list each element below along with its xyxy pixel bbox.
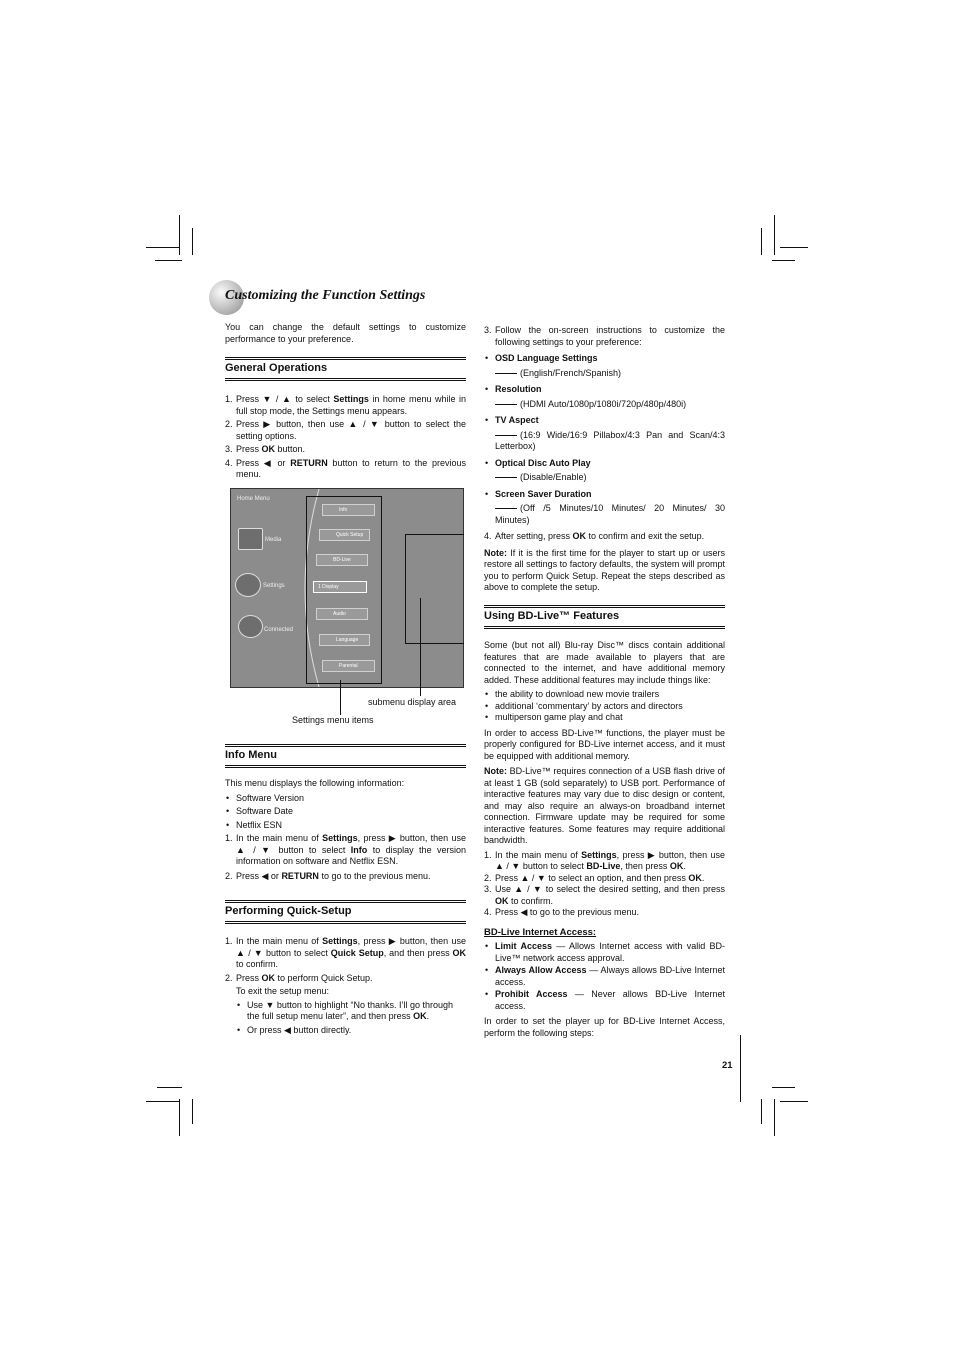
general-step-1: 1. Press ▼ / ▲ to select Settings in home menu while in full stop mode, the Settings menu appears. [225, 394, 466, 416]
quick-setup-note: Note: If it is the first time for the player to start up or users restore all settings to factory defaults, the system will prompt you to perform Quick Setup. Repeat the steps described as above to complete the setup. [484, 547, 725, 592]
quick-step-2: 2. Press OK to perform Quick Setup. [225, 972, 373, 983]
menu-item-bd-live: BD-Live [316, 554, 368, 566]
media-label: Media [265, 537, 282, 543]
setting-screen-saver: • Screen Saver Duration [484, 489, 725, 501]
general-step-2: 2. Press ▶ button, then use ▲ / ▼ button to select the setting options. [225, 419, 466, 441]
submenu-area-box [405, 534, 464, 644]
connected-label: Connected [264, 627, 294, 633]
general-step-4: 4. Press ◀ or RETURN button to return to the previous menu. [225, 457, 467, 479]
submenu-callout-label: submenu display area [368, 697, 457, 707]
bd-live-step-3: 3. Use ▲ / ▼ to select the desired setting, and then press OK to confirm. [484, 884, 725, 906]
settings-gear-icon [235, 573, 261, 597]
setting-osd-language: • OSD Language Settings [484, 353, 725, 365]
setting-resolution: • Resolution [484, 384, 725, 396]
media-icon [238, 528, 263, 550]
quick-setup-heading: Performing Quick-Setup [225, 900, 466, 924]
submenu-callout-line [420, 598, 421, 696]
quick-exit-option: • Use ▼ button to highlight “No thanks. I’ll go through the full setup menu later”, and then press OK. [236, 1000, 466, 1023]
quick-step-1: 1. In the main menu of Settings, press ▶ button, then use ▲ / ▼ button to select Quick Setup, and then press OK to confirm. [225, 936, 467, 969]
menu-item-language: Language [319, 634, 370, 646]
info-menu-heading: Info Menu [225, 744, 466, 768]
menu-item-display: 1 Display [313, 581, 367, 593]
bd-live-feature: • additional ‘commentary’ by actors and directors [484, 701, 725, 713]
intro-text: You can change the default settings to customize performance to your preference. [225, 322, 466, 344]
quick-exit-option: • Or press ◀ button directly. [236, 1025, 466, 1037]
setting-tv-aspect-values: (16:9 Wide/16:9 Pillabox/4:3 Pan and Scan/4:3 Letterbox) [495, 429, 725, 451]
bd-live-step-2: 2. Press ▲ / ▼ to select an option, and then press OK. [484, 872, 705, 883]
bd-live-step-4: 4. Press ◀ to go to the previous menu. [484, 907, 639, 917]
access-option: • Always Allow Access — Always allows BD-Live Internet access. [484, 965, 725, 988]
general-operations-heading: General Operations [225, 357, 466, 381]
settings-list-section [484, 325, 725, 594]
right-step-3: 3. Follow the on-screen instructions to customize the following settings to your preference: [484, 325, 725, 347]
setting-optical-disc: • Optical Disc Auto Play [484, 458, 725, 470]
bd-live-step-1: 1. In the main menu of Settings, press ▶ button, then use ▲ / ▼ button to select BD-Live, then press OK. [484, 849, 726, 871]
info-bullet: • Netflix ESN [225, 820, 466, 832]
info-step-1: 1. In the main menu of Settings, press ▶ button, then use ▲ / ▼ button to select Info to display the version information on software and Netflix ESN. [225, 833, 467, 866]
page-title: Customizing the Function Settings [225, 288, 426, 303]
bd-live-feature: • multiperson game play and chat [484, 712, 725, 724]
setting-osd-language-values: (English/French/Spanish) [484, 368, 725, 380]
bd-live-section [484, 640, 725, 1039]
menu-item-quick-setup: Quick Setup [319, 529, 370, 541]
bd-live-note: Note: BD-Live™ requires connection of a USB flash drive of at least 1 GB (sold separately) to USB port. Performance of interactive features may vary due to disc design or content, and may also require an always-on broadband internet connection. Firmware update may be required for some interactive features. Some features may require additional bandwidth. [484, 766, 725, 845]
setting-resolution-values: (HDMI Auto/1080p/1080i/720p/480p/480i) [484, 399, 725, 411]
general-steps [225, 394, 466, 481]
items-callout-line [340, 680, 341, 715]
info-lead: This menu displays the following information: [225, 778, 405, 788]
bd-live-feature: • the ability to download new movie trailers [484, 689, 725, 701]
access-option: • Limit Access — Allows Internet access with valid BD-Live™ network access approval. [484, 941, 725, 964]
bd-live-intro: Some (but not all) Blu-ray Disc™ discs contain additional features that are made available to players that are connected to the internet, and have additional memory added. These additional features may include things like: [484, 640, 725, 685]
quick-setup-section [225, 936, 466, 1036]
setting-screen-saver-values: (Off /5 Minutes/10 Minutes/ 20 Minutes/ 30 Minutes) [495, 503, 725, 525]
bd-live-closing: In order to set the player up for BD-Live Internet Access, perform the following steps: [484, 1016, 725, 1038]
settings-items-callout-label: Settings menu items [292, 715, 374, 725]
info-step-2: 2. Press ◀ or RETURN to go to the previous menu. [225, 870, 431, 881]
info-bullet: • Software Version [225, 793, 466, 805]
connected-globe-icon [238, 615, 263, 638]
info-bullet: • Software Date [225, 806, 466, 818]
page-number: 21 [722, 1060, 733, 1071]
right-step-4: 4. After setting, press OK to confirm and exit the setup. [484, 531, 705, 541]
quick-exit-lead: To exit the setup menu: [236, 986, 330, 996]
bd-live-requirements: In order to access BD-Live™ functions, the player must be properly configured for BD-Live internet access, and it must be equipped with additional memory. [484, 727, 725, 761]
settings-label: Settings [263, 583, 285, 589]
internet-access-heading: BD-Live Internet Access: [484, 926, 597, 938]
menu-item-parental: Parental [322, 660, 375, 672]
home-menu-label: Home Menu [237, 496, 270, 502]
info-menu-section [225, 778, 466, 882]
access-option: • Prohibit Access — Never allows BD-Live Internet access. [484, 989, 725, 1012]
menu-item-audio: Audio [316, 608, 368, 620]
setting-tv-aspect: • TV Aspect [484, 415, 725, 427]
setting-optical-disc-values: (Disable/Enable) [484, 472, 725, 484]
general-step-3: 3. Press OK button. [225, 444, 306, 454]
bd-live-heading: Using BD-Live™ Features [484, 605, 725, 629]
menu-item-info: Info [322, 504, 375, 516]
settings-menu-screenshot [230, 488, 464, 688]
